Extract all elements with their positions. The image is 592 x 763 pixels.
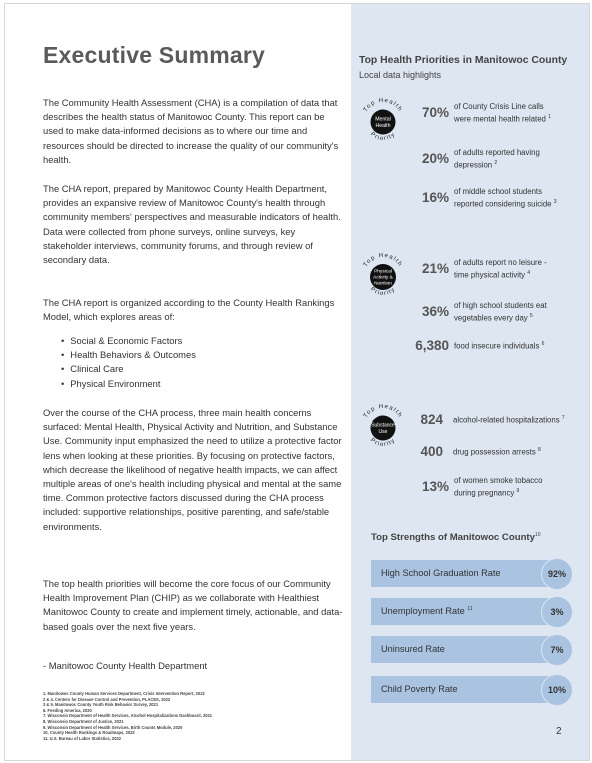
health-priorities-panel bbox=[351, 4, 589, 760]
stat-pregnancy-smoking bbox=[411, 475, 542, 499]
reference-item: 8. Wisconsin Department of Justice, 2021 bbox=[43, 718, 124, 724]
badge-label: Mental bbox=[375, 116, 391, 123]
strength-value: 10% bbox=[541, 674, 573, 706]
mental-health-badge bbox=[358, 96, 408, 146]
stat-description: of County Crisis Line calls were mental health related $^1$ bbox=[454, 102, 551, 124]
stat-value: 21% bbox=[421, 261, 449, 277]
reference-item: 10. County Health Rankings & Roadmaps, 2022 bbox=[43, 730, 135, 736]
priorities-subtitle: Local data highlights bbox=[359, 70, 442, 80]
stat-value: 70% bbox=[421, 105, 449, 121]
stat-value: 16% bbox=[421, 190, 449, 206]
chip-paragraph: The top health priorities will become the core focus of our Community Health Improvement Plan (CHIP) as we collaborate with Healthiest Manitowoc County to create and implement timely, actionable, and data-based goals over the next five years. bbox=[43, 578, 343, 632]
stat-description: of high school students eat vegetables every day $^5$ bbox=[454, 301, 547, 323]
stat-crisis-line bbox=[411, 101, 551, 125]
stat-suicide bbox=[411, 186, 556, 210]
reference-item: 2 & 4. Centers for Disease Control and Prevention, PLACES, 2022 bbox=[43, 696, 171, 702]
left-column bbox=[5, 4, 351, 760]
stat-value: 6,380 bbox=[415, 338, 449, 353]
strengths-title: Top Strengths of Manitowoc County$^{10}$ bbox=[371, 532, 541, 544]
stat-alcohol-hospitalizations bbox=[403, 412, 565, 427]
strength-label: Uninsured Rate bbox=[381, 644, 445, 654]
reference-item: 9. Wisconsin Department of Health Services, Birth Counts Module, 2020 bbox=[43, 724, 183, 730]
reference-item: 6. Feeding America, 2020 bbox=[43, 707, 92, 713]
badge-arc-top: Top Health bbox=[362, 252, 404, 269]
stat-leisure-activity bbox=[411, 257, 547, 281]
page-number: 2 bbox=[556, 726, 562, 737]
report-page bbox=[4, 3, 590, 761]
stat-value: 824 bbox=[420, 412, 443, 427]
signature: - Manitowoc County Health Department bbox=[43, 660, 208, 671]
stat-drug-arrests bbox=[403, 444, 541, 459]
strength-child-poverty-rate bbox=[371, 676, 571, 703]
badge-arc-bottom: Priority bbox=[368, 286, 398, 298]
strength-graduation-rate bbox=[371, 560, 571, 587]
stat-value: 20% bbox=[421, 151, 449, 167]
badge-label: Nutrition bbox=[374, 281, 392, 287]
list-item: • Physical Environment bbox=[61, 377, 196, 391]
strength-value: 3% bbox=[541, 596, 573, 628]
substance-use-badge bbox=[358, 402, 408, 452]
stat-value: 36% bbox=[421, 304, 449, 320]
intro-paragraph: The Community Health Assessment (CHA) is a compilation of data that describes the health status of Manitowoc County. This report can be used to make data-informed decisions as to where our time and resources should be directed to increase the quality of our community's health. bbox=[43, 97, 339, 165]
stat-vegetables bbox=[411, 300, 547, 324]
badge-label: Health bbox=[375, 123, 391, 129]
page-title: Executive Summary bbox=[43, 42, 266, 68]
badge-label: Substance bbox=[371, 422, 395, 429]
stat-description: drug possession arrests $^8$ bbox=[453, 447, 541, 457]
stat-depression bbox=[411, 147, 540, 171]
cha-report-paragraph: The CHA report, prepared by Manitowoc County Health Department, provides an expansive review of Manitowoc County's health through community members' perspectives and measurable indicators of health. Data were collected from phone surveys, online surveys, key stakeholder interviews, community forums, and through review of secondary data. bbox=[43, 183, 341, 266]
badge-label: Use bbox=[378, 429, 388, 435]
stat-description: alcohol-related hospitalizations $^7$ bbox=[453, 415, 565, 425]
stat-description: of women smoke tobacco during pregnancy $^9$ bbox=[454, 476, 543, 498]
strength-label: Unemployment Rate $^{11}$ bbox=[381, 606, 473, 617]
reference-item: 11. U.S. Bureau of Labor Statistics, 2022 bbox=[43, 735, 122, 741]
badge-arc-top: Top Health bbox=[362, 403, 404, 420]
list-item: • Health Behaviors & Outcomes bbox=[61, 348, 196, 362]
stat-description: of middle school students reported considering suicide $^3$ bbox=[454, 187, 557, 209]
strength-label: Child Poverty Rate bbox=[381, 684, 458, 694]
stat-description: of adults reported having depression $^2$ bbox=[454, 148, 540, 170]
reference-item: 7. Wisconsin Department of Health Services, Alcohol Hospitalizations Dashboard, 2021 bbox=[43, 713, 213, 719]
strength-value: 92% bbox=[541, 558, 573, 590]
strength-value: 7% bbox=[541, 634, 573, 666]
process-paragraph: Over the course of the CHA process, three main health concerns surfaced: Mental Health, Physical Activity and Nutrition, and Substance Use. Community input emphasized the need to utilize a protective factor lens when looking at these priorities. By focusing on protective factors, which decrease the likelihood of negative health impacts, we can affect multiple areas of one's health including physical and mental at the same time. Common protective factors discussed during the CHA process included: supportive relationships, positive parenting, and safe/stable environments. bbox=[43, 407, 342, 532]
badge-label: Physical bbox=[374, 269, 392, 275]
model-paragraph: The CHA report is organized according to the County Health Rankings Model, which explores areas of: bbox=[43, 297, 335, 323]
badge-label: Activity & bbox=[373, 275, 393, 281]
reference-item: 1. Manitowoc County Human Services Department, Crisis Intervention Report, 2022 bbox=[43, 691, 205, 696]
priorities-title: Top Health Priorities in Manitowoc County bbox=[359, 55, 568, 66]
list-item: • Clinical Care bbox=[61, 362, 196, 376]
stat-value: 13% bbox=[421, 479, 449, 495]
strength-uninsured-rate bbox=[371, 636, 571, 663]
list-item: • Social & Economic Factors bbox=[61, 334, 196, 348]
strength-unemployment-rate bbox=[371, 598, 571, 625]
badge-arc-top: Top Health bbox=[362, 97, 404, 114]
references-list bbox=[43, 691, 212, 741]
badge-arc-bottom: Priority bbox=[368, 437, 398, 449]
stat-description: food insecure individuals $^6$ bbox=[454, 341, 545, 351]
stat-food-insecure bbox=[397, 338, 544, 353]
reference-item: 3 & 5. Manitowoc County Youth Risk Behavior Survey, 2021 bbox=[43, 702, 159, 708]
stat-value: 400 bbox=[420, 444, 443, 459]
strength-label: High School Graduation Rate bbox=[381, 568, 501, 578]
areas-list bbox=[61, 334, 196, 391]
stat-description: of adults report no leisure - time physical activity $^4$ bbox=[454, 258, 547, 280]
badge-arc-bottom: Priority bbox=[368, 131, 398, 143]
physical-activity-badge bbox=[358, 251, 408, 301]
